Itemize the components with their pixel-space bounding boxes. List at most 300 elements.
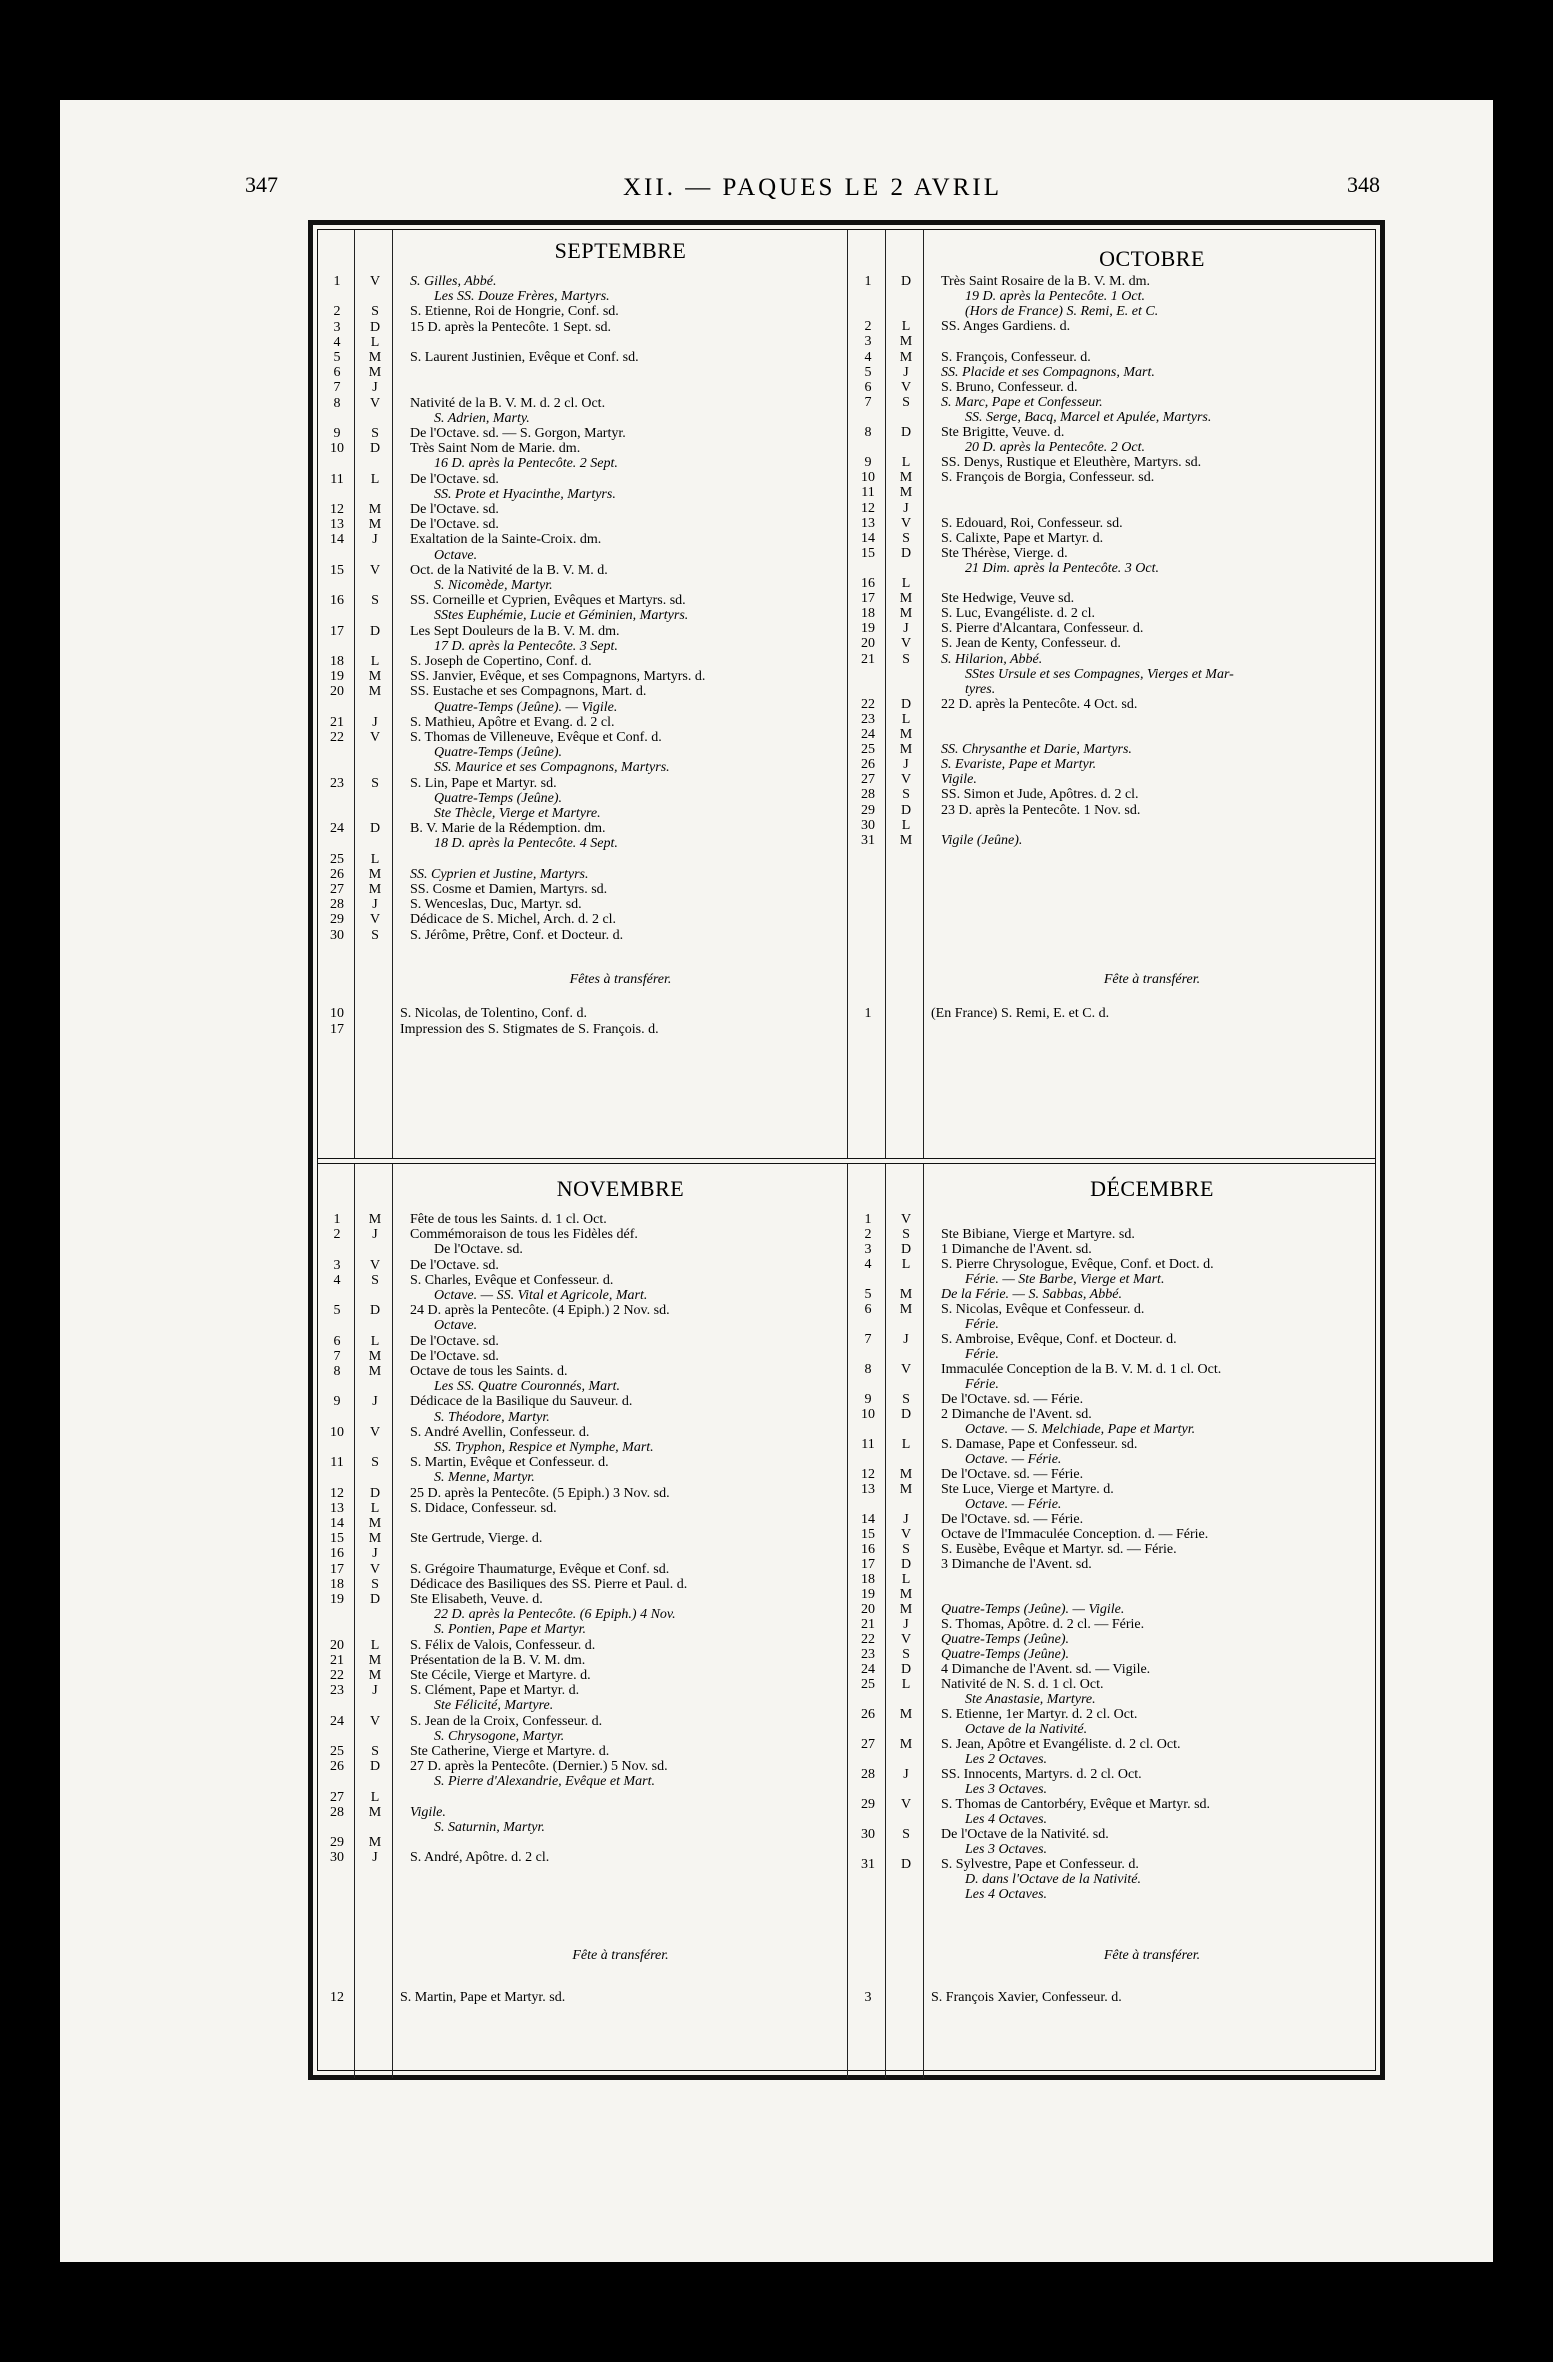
- calendar-row: [849, 440, 1379, 456]
- day-number: 19: [330, 669, 344, 685]
- calendar-row: [849, 1692, 1379, 1708]
- day-number: 26: [330, 866, 344, 882]
- day-number: 4: [864, 349, 872, 365]
- feast-text: D. dans l'Octave de la Nativité.: [965, 1872, 1142, 1887]
- calendar-row: [318, 897, 847, 913]
- feast-text: S. Bruno, Confesseur. d.: [941, 379, 1078, 395]
- calendar-row: [318, 1744, 847, 1760]
- calendar-row: [849, 667, 1379, 683]
- weekday-letter: L: [901, 1257, 911, 1272]
- day-number: 21: [330, 1652, 344, 1668]
- feast-text: SS. Tryphon, Respice et Nymphe, Mart.: [434, 1440, 654, 1455]
- feast-text: SS. Chrysanthe et Darie, Martyrs.: [941, 742, 1132, 758]
- feast-text: Octave.: [434, 1318, 478, 1334]
- transfer-row: [849, 1006, 1379, 1022]
- feast-text: 1 Dimanche de l'Avent. sd.: [941, 1242, 1092, 1257]
- calendar-row: [318, 1683, 847, 1699]
- weekday-letter: D: [900, 802, 912, 818]
- weekday-letter: V: [900, 1527, 912, 1542]
- day-number: 28: [330, 1804, 344, 1820]
- day-number: 13: [861, 515, 875, 531]
- day-number: 15: [330, 1531, 344, 1547]
- calendar-row: [849, 1662, 1379, 1678]
- calendar-row: [318, 760, 847, 776]
- feast-text: Exaltation de la Sainte-Croix. dm.: [410, 532, 602, 548]
- day-number: 24: [861, 727, 875, 742]
- weekday-letter: J: [903, 1617, 909, 1632]
- day-number: 6: [864, 379, 872, 395]
- feast-text: De l'Octave de la Nativité. sd.: [941, 1827, 1109, 1842]
- calendar-row: [318, 882, 847, 898]
- day-number: 2: [333, 304, 341, 320]
- calendar-row: [849, 1707, 1379, 1723]
- feast-text: S. Grégoire Thaumaturge, Evêque et Conf. sd.: [410, 1561, 670, 1577]
- calendar-row: [849, 1872, 1379, 1888]
- weekday-letter: L: [370, 1333, 380, 1349]
- day-number: 24: [861, 1662, 875, 1677]
- weekday-letter: S: [371, 1744, 379, 1759]
- calendar-row: [849, 395, 1379, 411]
- day-number: 21: [861, 1617, 875, 1632]
- weekday-letter: M: [899, 1287, 913, 1302]
- weekday-letter: D: [369, 821, 381, 837]
- calendar-row: [849, 1452, 1379, 1468]
- weekday-letter: D: [900, 425, 912, 440]
- day-number: 29: [330, 912, 344, 928]
- calendar-row: [849, 1377, 1379, 1393]
- day-number: 8: [333, 395, 341, 411]
- calendar-row: [849, 1557, 1379, 1573]
- calendar-row: [849, 1722, 1379, 1738]
- day-number: 9: [333, 1394, 341, 1410]
- transfer-heading: Fête à transférer.: [1103, 1948, 1201, 1963]
- month-title: SEPTEMBRE: [554, 238, 687, 263]
- day-number: 10: [861, 1407, 875, 1422]
- feast-text: S. Jérôme, Prêtre, Conf. et Docteur. d.: [410, 927, 624, 943]
- calendar-row: [849, 1392, 1379, 1408]
- feast-text: Ste Catherine, Vierge et Martyre. d.: [410, 1744, 610, 1759]
- calendar-row: [849, 1767, 1379, 1783]
- weekday-letter: D: [369, 319, 381, 335]
- weekday-letter: L: [370, 1637, 380, 1653]
- feast-text: S. Edouard, Roi, Confesseur. sd.: [941, 515, 1123, 531]
- day-number: 11: [861, 485, 875, 501]
- calendar-row: [318, 320, 847, 336]
- feast-text: Dédicace de S. Michel, Arch. d. 2 cl.: [410, 912, 617, 928]
- weekday-letter: S: [902, 1827, 910, 1842]
- feast-text: 2 Dimanche de l'Avent. sd.: [941, 1407, 1092, 1422]
- calendar-row: [318, 1729, 847, 1745]
- weekday-letter: L: [901, 455, 911, 471]
- calendar-row: [318, 1334, 847, 1350]
- calendar-row: [318, 1410, 847, 1426]
- weekday-letter: J: [372, 532, 378, 548]
- calendar-row: [318, 441, 847, 457]
- feast-text: S. Joseph de Copertino, Conf. d.: [410, 654, 592, 669]
- day-number: 15: [861, 545, 875, 561]
- weekday-letter: S: [902, 1392, 910, 1407]
- transfer-heading: Fêtes à transférer.: [569, 972, 672, 987]
- weekday-letter: D: [900, 545, 912, 561]
- weekday-letter: J: [903, 1767, 909, 1782]
- feast-text: Oct. de la Nativité de la B. V. M. d.: [410, 562, 608, 578]
- day-number: 22: [861, 1632, 875, 1647]
- calendar-row: [849, 1797, 1379, 1813]
- feast-text: S. Calixte, Pape et Martyr. d.: [941, 530, 1104, 546]
- weekday-letter: M: [368, 350, 382, 365]
- calendar-row: [849, 365, 1379, 381]
- calendar-row: [318, 548, 847, 564]
- feast-text: Ste Luce, Vierge et Martyre. d.: [941, 1482, 1114, 1497]
- calendar-row: [318, 289, 847, 305]
- day-number: 17: [861, 591, 875, 607]
- weekday-letter: V: [369, 1257, 381, 1273]
- calendar-row: [318, 1850, 847, 1866]
- weekday-letter: J: [903, 500, 909, 516]
- feast-text: 16 D. après la Pentecôte. 2 Sept.: [434, 456, 618, 472]
- feast-text: 20 D. après la Pentecôte. 2 Oct.: [965, 440, 1146, 456]
- feast-text: De l'Octave. sd.: [410, 1333, 499, 1349]
- feast-text: 24 D. après la Pentecôte. (4 Epiph.) 2 Nov. sd.: [410, 1303, 670, 1319]
- weekday-letter: V: [369, 1424, 381, 1440]
- weekday-letter: S: [902, 394, 910, 410]
- calendar-row: [318, 776, 847, 792]
- weekday-letter: M: [368, 1516, 382, 1531]
- feast-text: S. Félix de Valois, Confesseur. d.: [410, 1637, 596, 1653]
- feast-text: De l'Octave. sd.: [434, 1242, 523, 1258]
- feast-text: SS. Cosme et Damien, Martyrs. sd.: [410, 882, 608, 897]
- feast-text: Octave. — S. Melchiade, Pape et Martyr.: [965, 1422, 1196, 1437]
- day-number: 17: [330, 1561, 344, 1577]
- weekday-letter: S: [902, 1542, 910, 1557]
- feast-text: De l'Octave. sd. — S. Gorgon, Martyr.: [410, 426, 626, 441]
- calendar-row: [849, 1242, 1379, 1258]
- feast-text: S. Pierre d'Alcantara, Confesseur. d.: [941, 621, 1144, 637]
- feast-text: SStes Ursule et ses Compagnes, Vierges et Mar-: [965, 666, 1234, 682]
- calendar-top-half: [318, 230, 1375, 1158]
- calendar-row: [849, 1257, 1379, 1273]
- calendar-row: [849, 1842, 1379, 1858]
- feast-text: S. Luc, Evangéliste. d. 2 cl.: [941, 606, 1095, 622]
- weekday-letter: D: [369, 1485, 381, 1501]
- calendar-row: [318, 624, 847, 640]
- feast-text: Octave de l'Immaculée Conception. d. — Férie.: [941, 1527, 1209, 1542]
- weekday-letter: M: [368, 866, 382, 882]
- feast-text: SS. Janvier, Evêque, et ses Compagnons, Martyrs. d.: [410, 669, 706, 685]
- calendar-row: [849, 787, 1379, 803]
- weekday-letter: D: [900, 1557, 912, 1572]
- calendar-row: [849, 470, 1379, 486]
- day-number: 8: [333, 1364, 341, 1379]
- day-number: 12: [330, 502, 344, 517]
- calendar-row: [849, 818, 1379, 834]
- calendar-row: [849, 803, 1379, 819]
- weekday-letter: L: [370, 654, 380, 669]
- feast-text: De l'Octave. sd.: [410, 1257, 499, 1273]
- calendar-row: [318, 1607, 847, 1623]
- weekday-letter: M: [368, 1804, 382, 1820]
- calendar-row: [849, 1542, 1379, 1558]
- calendar-row: [318, 821, 847, 837]
- day-number: 29: [861, 802, 875, 818]
- weekday-letter: D: [369, 1759, 381, 1775]
- calendar-row: [849, 1317, 1379, 1333]
- calendar-row: [318, 1820, 847, 1836]
- day-number: 14: [330, 1516, 344, 1531]
- calendar-row: [849, 621, 1379, 637]
- feast-text: S. Théodore, Martyr.: [434, 1409, 550, 1425]
- calendar-bottom-half: [318, 1164, 1375, 2078]
- calendar-frame: [308, 220, 1385, 2080]
- feast-text: tyres.: [965, 681, 996, 697]
- feast-text: Vigile.: [941, 772, 977, 788]
- calendar-row: [849, 1302, 1379, 1318]
- calendar-row: [849, 727, 1379, 743]
- day-number: 16: [330, 1546, 344, 1562]
- weekday-letter: M: [368, 1531, 382, 1547]
- day-number: 5: [333, 350, 341, 365]
- calendar-row: [849, 1497, 1379, 1513]
- weekday-letter: M: [899, 1602, 913, 1617]
- day-number: 25: [861, 742, 875, 758]
- transfer-row: [318, 1006, 847, 1022]
- calendar-row: [318, 1318, 847, 1334]
- feast-text: S. Etienne, Roi de Hongrie, Conf. sd.: [410, 304, 619, 320]
- calendar-row: [849, 304, 1379, 320]
- calendar-row: [318, 745, 847, 761]
- calendar-row: [849, 289, 1379, 305]
- calendar-row: [318, 1531, 847, 1547]
- transfer-row: [849, 1990, 1379, 2006]
- calendar-row: [318, 1653, 847, 1669]
- feast-text: Dédicace des Basiliques des SS. Pierre et Paul. d.: [410, 1576, 688, 1592]
- weekday-letter: J: [903, 757, 909, 773]
- calendar-row: [318, 380, 847, 396]
- feast-text: Très Saint Rosaire de la B. V. M. dm.: [941, 274, 1150, 289]
- calendar-row: [849, 1737, 1379, 1753]
- day-number: 26: [330, 1759, 344, 1775]
- calendar-row: [318, 1273, 847, 1289]
- day-number: 16: [861, 1542, 875, 1557]
- calendar-row: [849, 531, 1379, 547]
- day-number: 21: [330, 714, 344, 730]
- feast-text: 15 D. après la Pentecôte. 1 Sept. sd.: [410, 319, 612, 335]
- weekday-letter: M: [368, 1364, 382, 1379]
- page-number-right: 348: [1347, 172, 1380, 197]
- feast-text: 3 Dimanche de l'Avent. sd.: [941, 1557, 1092, 1572]
- calendar-row: [318, 1379, 847, 1395]
- calendar-row: [318, 1668, 847, 1684]
- weekday-letter: S: [371, 1455, 379, 1471]
- weekday-letter: M: [899, 485, 913, 501]
- calendar-row: [318, 1364, 847, 1380]
- feast-text: De l'Octave. sd.: [410, 471, 499, 487]
- feast-text: S. Laurent Justinien, Evêque et Conf. sd.: [410, 350, 639, 365]
- feast-text: Quatre-Temps (Jeûne).: [941, 1632, 1070, 1647]
- transfer-row: [318, 1990, 847, 2006]
- feast-text: Octave de tous les Saints. d.: [410, 1364, 568, 1379]
- day-number: 15: [861, 1527, 875, 1542]
- weekday-letter: V: [369, 730, 381, 745]
- calendar-row: [849, 1752, 1379, 1768]
- weekday-letter: M: [899, 1302, 913, 1317]
- calendar-row: [318, 1227, 847, 1243]
- day-number: 1: [333, 1212, 341, 1227]
- calendar-row: [318, 654, 847, 670]
- calendar-row: [849, 697, 1379, 713]
- feast-text: Ste Thècle, Vierge et Martyre.: [434, 806, 601, 821]
- day-number: 11: [330, 1455, 344, 1471]
- weekday-letter: M: [368, 365, 382, 381]
- column-rule: [847, 230, 848, 1158]
- calendar-row: [318, 1440, 847, 1456]
- feast-text: Ste Thérèse, Vierge. d.: [941, 545, 1068, 561]
- calendar-row: [849, 712, 1379, 728]
- feast-text: (Hors de France) S. Remi, E. et C.: [965, 304, 1159, 320]
- day-number: 17: [330, 1022, 344, 1037]
- day-number: 16: [861, 576, 875, 591]
- day-number: 30: [861, 1827, 875, 1842]
- day-number: 7: [333, 380, 341, 396]
- calendar-row: [318, 1258, 847, 1274]
- feast-text: Ste Brigitte, Veuve. d.: [941, 425, 1065, 440]
- weekday-letter: S: [371, 927, 379, 943]
- weekday-letter: J: [372, 1683, 378, 1699]
- calendar-row: [849, 1527, 1379, 1543]
- calendar-row: [318, 472, 847, 488]
- calendar-row: [849, 1347, 1379, 1363]
- weekday-letter: D: [900, 696, 912, 712]
- feast-text: 19 D. après la Pentecôte. 1 Oct.: [965, 289, 1146, 305]
- weekday-letter: M: [368, 669, 382, 685]
- calendar-row: [318, 396, 847, 412]
- feast-text: S. Jean, Apôtre et Evangéliste. d. 2 cl. Oct.: [941, 1737, 1181, 1752]
- feast-text: Vigile (Jeûne).: [941, 832, 1023, 848]
- day-number: 2: [864, 1227, 872, 1242]
- calendar-row: [849, 606, 1379, 622]
- calendar-row: [849, 1332, 1379, 1348]
- weekday-letter: M: [368, 1668, 382, 1683]
- feast-text: S. Pontien, Pape et Martyr.: [434, 1622, 587, 1638]
- day-number: 10: [330, 441, 344, 457]
- calendar-row: [318, 1698, 847, 1714]
- day-number: 28: [861, 1767, 875, 1782]
- feast-text: Octave. — Férie.: [965, 1497, 1062, 1512]
- calendar-row: [318, 593, 847, 609]
- feast-text: S. Etienne, 1er Martyr. d. 2 cl. Oct.: [941, 1707, 1138, 1722]
- calendar-row: [318, 1790, 847, 1806]
- calendar-row: [318, 806, 847, 822]
- weekday-letter: L: [370, 334, 380, 350]
- day-number: 4: [864, 1257, 872, 1272]
- day-number: 7: [864, 1332, 872, 1347]
- feast-text: S. Martin, Evêque et Confesseur. d.: [410, 1455, 609, 1471]
- feast-text: S. Adrien, Marty.: [434, 410, 530, 426]
- feast-text: 25 D. après la Pentecôte. (5 Epiph.) 3 Nov. sd.: [410, 1485, 670, 1501]
- day-number: 4: [333, 334, 341, 350]
- calendar-row: [318, 1303, 847, 1319]
- weekday-letter: M: [368, 1652, 382, 1668]
- feast-text: S. François Xavier, Confesseur. d.: [931, 1990, 1122, 2005]
- weekday-letter: M: [368, 684, 382, 700]
- feast-text: De l'Octave. sd. — Férie.: [941, 1467, 1084, 1482]
- calendar-row: [318, 700, 847, 716]
- day-number: 4: [333, 1272, 341, 1288]
- calendar-row: [318, 836, 847, 852]
- day-number: 9: [864, 455, 872, 471]
- feast-text: S. Marc, Pape et Confesseur.: [941, 394, 1103, 410]
- feast-text: S. Pierre d'Alexandrie, Evêque et Mart.: [434, 1774, 655, 1790]
- calendar-row: [849, 833, 1379, 849]
- day-number: 21: [861, 651, 875, 667]
- feast-text: S. Thomas de Villeneuve, Evêque et Conf. d.: [410, 730, 662, 745]
- feast-text: Fête de tous les Saints. d. 1 cl. Oct.: [410, 1212, 607, 1227]
- weekday-letter: M: [899, 1467, 913, 1482]
- feast-text: SS. Corneille et Cyprien, Evêques et Martyrs. sd.: [410, 593, 686, 609]
- weekday-letter: M: [368, 882, 382, 897]
- day-number: 18: [861, 606, 875, 622]
- feast-text: Présentation de la B. V. M. dm.: [410, 1652, 586, 1668]
- feast-text: Les 3 Octaves.: [965, 1842, 1048, 1857]
- column-rule: [847, 1164, 848, 2078]
- day-number: 8: [864, 1362, 872, 1377]
- weekday-letter: L: [370, 471, 380, 487]
- day-number: 20: [861, 1602, 875, 1617]
- calendar-row: [849, 455, 1379, 471]
- weekday-letter: S: [371, 1576, 379, 1592]
- calendar-row: [318, 1242, 847, 1258]
- weekday-letter: J: [903, 1332, 909, 1347]
- calendar-row: [849, 425, 1379, 441]
- day-number: 30: [330, 1850, 344, 1866]
- day-number: 26: [861, 1707, 875, 1722]
- day-number: 12: [330, 1990, 344, 2005]
- weekday-letter: M: [899, 606, 913, 622]
- feast-text: Nativité de N. S. d. 1 cl. Oct.: [941, 1677, 1104, 1692]
- calendar-row: [318, 1835, 847, 1851]
- day-number: 10: [861, 470, 875, 486]
- calendar-row: [318, 1562, 847, 1578]
- day-number: 28: [330, 897, 344, 913]
- day-number: 7: [864, 394, 872, 410]
- feast-text: Vigile.: [410, 1804, 446, 1820]
- calendar-row: [318, 928, 847, 944]
- day-number: 11: [330, 471, 344, 487]
- weekday-letter: D: [900, 1407, 912, 1422]
- day-number: 6: [864, 1302, 872, 1317]
- weekday-letter: V: [900, 1212, 912, 1227]
- weekday-letter: S: [902, 651, 910, 667]
- day-number: 30: [861, 817, 875, 833]
- day-number: 1: [864, 1006, 872, 1021]
- calendar-row: [849, 334, 1379, 350]
- day-number: 17: [861, 1557, 875, 1572]
- feast-text: De la Férie. — S. Sabbas, Abbé.: [941, 1287, 1122, 1302]
- weekday-letter: V: [369, 274, 381, 289]
- day-number: 23: [861, 711, 875, 727]
- feast-text: Impression des S. Stigmates de S. François. d.: [400, 1022, 659, 1037]
- calendar-row: [318, 1425, 847, 1441]
- feast-text: S. Martin, Pape et Martyr. sd.: [400, 1990, 566, 2005]
- day-number: 25: [330, 1744, 344, 1759]
- weekday-letter: S: [371, 775, 379, 791]
- weekday-letter: D: [900, 274, 912, 289]
- calendar-row: [318, 502, 847, 518]
- feast-text: S. Saturnin, Martyr.: [434, 1820, 545, 1835]
- calendar-row: [849, 576, 1379, 592]
- feast-text: B. V. Marie de la Rédemption. dm.: [410, 821, 606, 837]
- feast-text: SS. Maurice et ses Compagnons, Martyrs.: [434, 760, 670, 776]
